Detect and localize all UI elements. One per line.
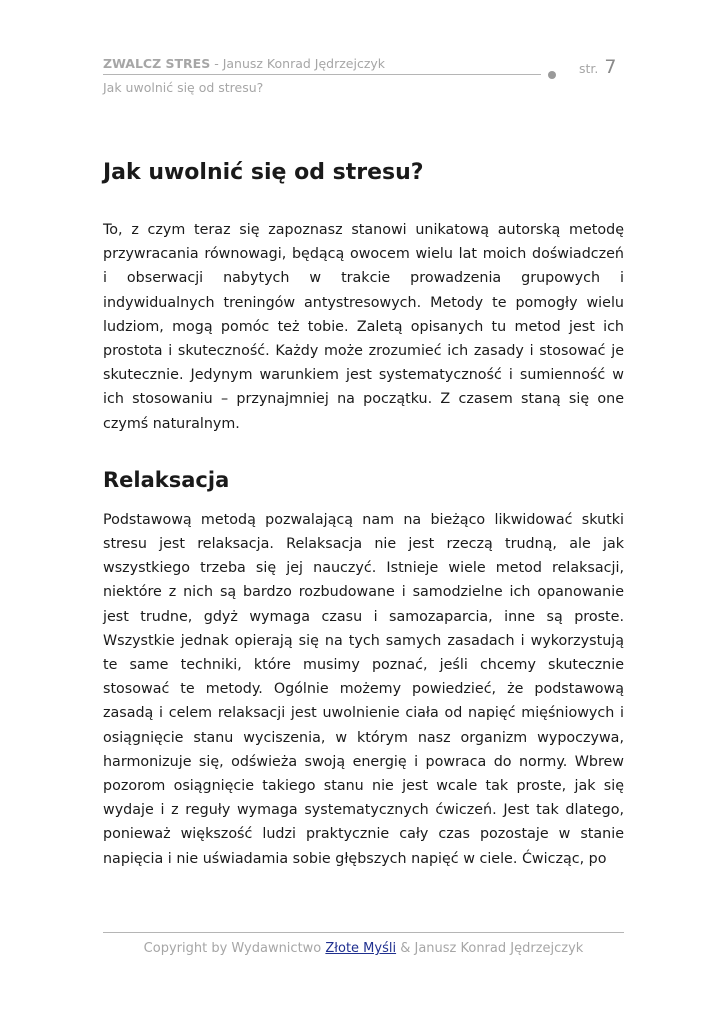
page-indicator — [579, 56, 616, 78]
intro-paragraph: To, z czym teraz się zapoznasz stanowi unikatową autorską metodę przywracania równowagi, będącą owocem wielu lat moich doświadczeń i obserwacji nabytych w trakcie prowadzenia grupowych i indywidualnych treningów antystresowych. Metody te pomogły wielu ludziom, mogą pomóc też tobie. Zaletą opisanych tu metod jest ich prostota i skuteczność. Każdy może zrozumieć ich zasady i stosować je skutecznie. Jedynym warunkiem jest systematyczność i sumienność w ich stosowaniu – przynajmniej na początku. Z czasem staną się one czymś naturalnym. — [103, 222, 624, 432]
page-footer — [103, 932, 624, 956]
header-separator: - — [210, 56, 223, 71]
book-title: ZWALCZ STRES — [103, 56, 211, 71]
header-dot-icon — [548, 71, 556, 79]
chapter-heading: Jak uwolnić się od stresu? — [103, 160, 424, 185]
footer-rule — [103, 932, 624, 933]
page-header — [103, 56, 633, 106]
section-heading: Relaksacja — [103, 467, 230, 492]
page-content — [103, 150, 624, 871]
header-rule — [103, 74, 541, 75]
header-title — [103, 56, 385, 71]
publisher-link[interactable]: Złote Myśli — [325, 941, 397, 956]
page-number: 7 — [604, 56, 617, 78]
copyright-line — [103, 941, 624, 956]
page-label: str. — [579, 61, 599, 76]
header-author: Janusz Konrad Jędrzejczyk — [222, 56, 386, 71]
copyright-prefix: Copyright by Wydawnictwo — [143, 941, 326, 956]
copyright-suffix: & Janusz Konrad Jędrzejczyk — [396, 941, 584, 956]
header-subtitle: Jak uwolnić się od stresu? — [103, 80, 264, 95]
section-paragraph: Podstawową metodą pozwalającą nam na bieżąco likwidować skutki stresu jest relaksacja. Relaksacja nie jest rzeczą trudną, ale jak wszystkiego trzeba się jej nauczyć. Istnieje wiele metod relaksacji, niektóre z nich są bardzo rozbudowane i samodzielne ich opanowanie jest trudne, gdyż wymaga czasu i samozaparcia, inne są proste. Wszystkie jednak opierają się na tych samych zasadach i wykorzystują te same techniki, które musimy poznać, jeśli chcemy skutecznie stosować te metody. Ogólnie możemy powiedzieć, że podstawową zasadą i celem relaksacji jest uwolnienie ciała od napięć mięśniowych i osiągnięcie stanu wyciszenia, w którym nasz organizm wypoczywa, harmonizuje się, odświeża swoją energię i powraca do normy. Wbrew pozorom osiągnięcie takiego stanu nie jest wcale tak proste, jak się wydaje i z reguły wymaga systematycznych ćwiczeń. Jest tak dlatego, ponieważ większość ludzi praktycznie cały czas pozostaje w stanie napięcia i nie uświadamia sobie głębszych napięć w ciele. Ćwicząc, po — [103, 511, 624, 867]
